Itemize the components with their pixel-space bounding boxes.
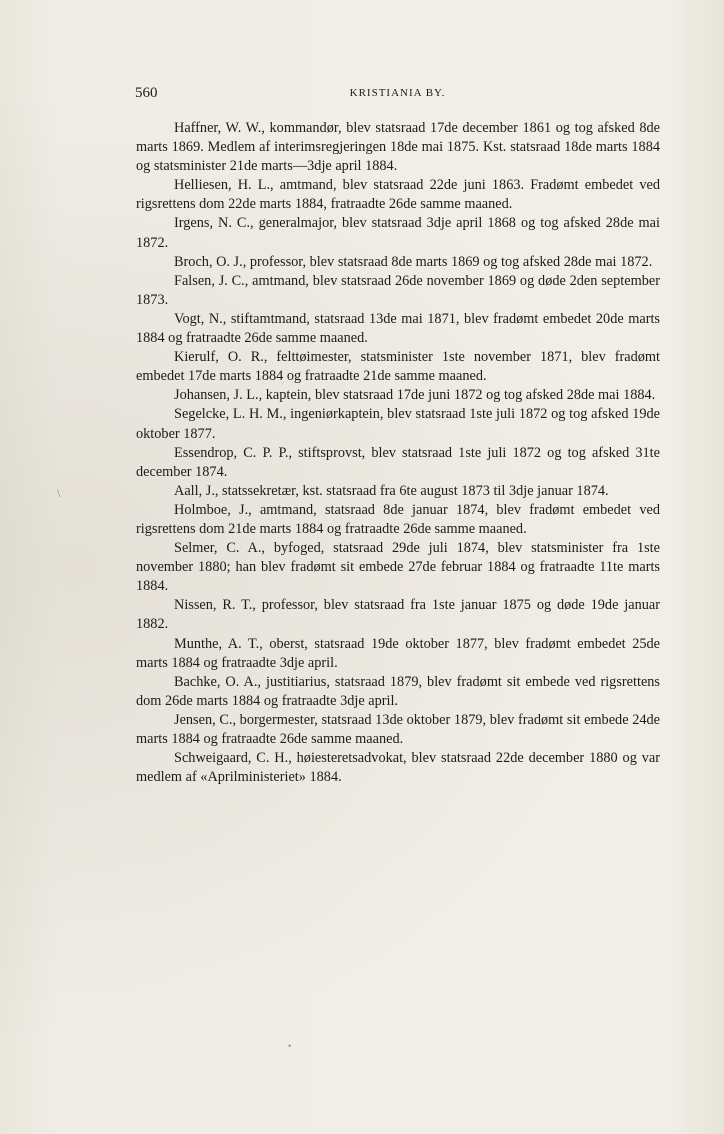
entry-bachke: Bachke, O. A., justitiarius, statsraad 1879, blev fradømt sit embede ved rigsrettens dom 26de marts 1884 og fratraadte 3dje april.	[136, 673, 660, 709]
entry-jensen: Jensen, C., borgermester, statsraad 13de oktober 1879, blev fradømt sit embede 24de marts 1884 og fratraadte 26de samme maaned.	[136, 711, 660, 747]
entry-haffner: Haffner, W. W., kommandør, blev statsraad 17de december 1861 og tog afsked 8de marts 1869. Medlem af interimsregjeringen 18de mai 1875. Kst. statsraad 18de marts 1884 og statsminister 21de marts—3dje april 1884.	[136, 120, 660, 175]
margin-scan-mark: \	[57, 486, 61, 500]
entry-holmboe: Holmboe, J., amtmand, statsraad 8de januar 1874, blev fradømt embedet ved rigsrettens dom 21de marts 1884 og fratraadte 26de samme maaned.	[136, 501, 660, 537]
page-header	[135, 85, 660, 107]
entry-munthe: Munthe, A. T., oberst, statsraad 19de oktober 1877, blev fradømt embedet 25de marts 1884 og fratraadte 3dje april.	[136, 635, 660, 671]
running-head: KRISTIANIA BY.	[349, 87, 446, 99]
entry-nissen: Nissen, R. T., professor, blev statsraad fra 1ste januar 1875 og døde 19de januar 1882.	[136, 597, 660, 633]
entry-schweigaard: Schweigaard, C. H., høiesteretsadvokat, blev statsraad 22de december 1880 og var medlem af «Aprilministeriet» 1884.	[136, 750, 660, 786]
entry-irgens: Irgens, N. C., generalmajor, blev statsraad 3dje april 1868 og tog afsked 28de mai 1872.	[136, 215, 660, 251]
entry-broch: Broch, O. J., professor, blev statsraad 8de marts 1869 og tog afsked 28de mai 1872.	[174, 253, 653, 270]
entry-johansen: Johansen, J. L., kaptein, blev statsraad 17de juni 1872 og tog afsked 28de mai 1884.	[174, 387, 656, 404]
entry-vogt: Vogt, N., stiftamtmand, statsraad 13de mai 1871, blev fradømt embedet 20de marts 1884 og fratraadte 26de samme maaned.	[136, 310, 660, 347]
entry-helliesen: Helliesen, H. L., amtmand, blev statsraad 22de juni 1863. Fradømt embedet ved rigsrettens dom 22de marts 1884, fratraadte 26de samme maaned.	[136, 177, 660, 213]
entry-falsen: Falsen, J. C., amtmand, blev statsraad 26de november 1869 og døde 2den september 1873.	[136, 272, 660, 308]
entry-segelcke: Segelcke, L. H. M., ingeniørkaptein, blev statsraad 1ste juli 1872 og tog afsked 19de oktober 1877.	[136, 406, 660, 442]
page-number: 560	[135, 85, 158, 101]
entry-list	[136, 119, 660, 787]
entry-selmer: Selmer, C. A., byfoged, statsraad 29de juli 1874, blev statsminister fra 1ste november 1880; han blev fradømt sit embede 27de februar 1884 og fratraadte 11te marts 1884.	[136, 540, 660, 595]
entry-kierulf: Kierulf, O. R., felttøimester, statsminister 1ste november 1871, blev fradømt embedet 17de marts 1884 og fratraadte 21de samme maaned.	[136, 349, 660, 385]
bottom-scan-mark: •	[288, 1041, 292, 1051]
entry-aall: Aall, J., statssekretær, kst. statsraad fra 6te august 1873 til 3dje januar 1874.	[174, 482, 609, 499]
entry-essendrop: Essendrop, C. P. P., stiftsprovst, blev statsraad 1ste juli 1872 og tog afsked 31te december 1874.	[136, 444, 660, 480]
